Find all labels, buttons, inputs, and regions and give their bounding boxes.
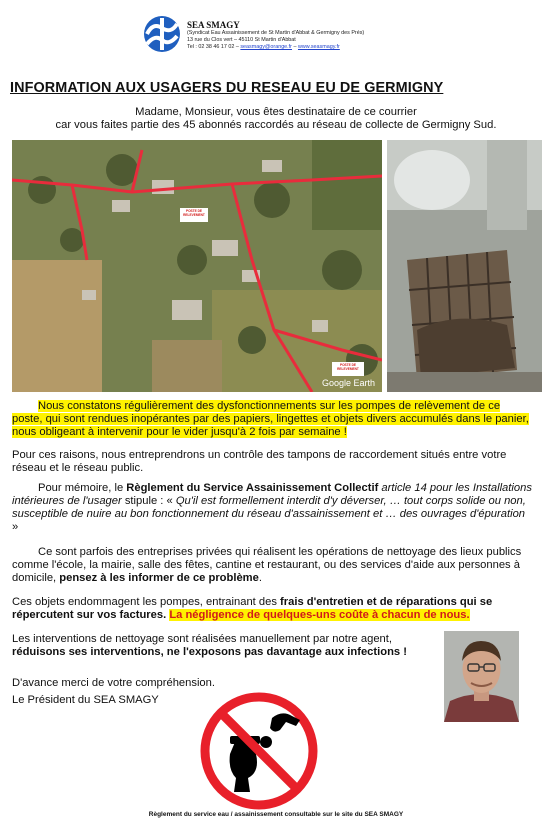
page-title: INFORMATION AUX USAGERS DU RESEAU EU DE GERMIGNY <box>10 80 444 96</box>
map-watermark: Google Earth <box>322 378 376 388</box>
agent-portrait-photo <box>444 631 519 722</box>
costs-bold: frais d'entretien et de réparations qui se répercutent sur vos factures. <box>12 596 493 621</box>
aerial-map-drawing <box>12 140 382 392</box>
cleaning-companies-text: Ce sont parfois des entreprises privées qui réalisent les opérations de nettoyage des lieux publics comme l'école, la mairie, salle des fêtes, cantine et restaurant, ou des services d'aide aux personnes à domicile, <box>12 546 522 584</box>
org-contact <box>187 44 477 51</box>
agent-text: Les interventions de nettoyage sont réalisées manuellement par notre agent, <box>12 633 392 645</box>
org-subtitle: (Syndicat Eau Assainissement de St Martin d'Abbat & Germigny des Prés) <box>187 30 365 36</box>
regulation-quote: Qu'il est formellement interdit d'y déverser, … tout corps solide ou non, susceptible de nuire au bon fonctionnement du réseau d'assainissement et … des ouvrages d'épuration <box>12 495 526 520</box>
regulation-quote-end: » <box>12 521 19 533</box>
org-email-link[interactable]: seasmagy@orange.fr <box>240 44 292 50</box>
costs-warning: La négligence de quelques-uns coûte à chacun de nous. <box>169 609 470 621</box>
cleaning-companies-end: . <box>258 572 262 584</box>
org-phone: Tel : 02 38 46 17 02 – <box>187 44 239 50</box>
intro-line-1: Madame, Monsieur, vous êtes destinataire de ce courrier <box>135 106 417 118</box>
intro-text <box>10 106 542 132</box>
cleaning-companies-call: pensez à les informer de ce problème <box>59 572 259 584</box>
basket-photo-drawing <box>387 140 542 392</box>
costs-text: Ces objets endommagent les pompes, entrainant des <box>12 596 281 608</box>
org-address: 13 rue du Clos vert – 45110 St Martin d'Abbat <box>187 37 296 43</box>
intro-line-2: car vous faites partie des 45 abonnés raccordés au réseau de collecte de Germigny Sud. <box>55 119 497 131</box>
org-name: SEA SMAGY <box>187 20 240 30</box>
contact-separator: – <box>293 44 297 50</box>
agent-call: réduisons ses interventions, ne l'exposons pas davantage aux infections ! <box>12 646 407 658</box>
regulation-intro: Pour mémoire, le <box>38 482 127 494</box>
regulation-stipule: stipule : « <box>121 495 176 507</box>
clogged-basket-photo <box>387 140 542 392</box>
org-website-link[interactable]: www.seasmagy.fr <box>297 44 340 50</box>
map-label-pumping-station-1: POSTE DE RELEVEMENT <box>183 209 205 217</box>
map-label-pumping-station-2: POSTE DE RELEVEMENT <box>337 363 359 371</box>
footer-note: Règlement du service eau / assainissement consultable sur le site du SEA SMAGY <box>148 811 404 818</box>
paragraph-control: Pour ces raisons, nous entreprendrons un contrôle des tampons de raccordement situés entre votre réseau et le réseau public. <box>12 449 507 474</box>
paragraph-regulation <box>12 482 532 534</box>
thanks-line: D'avance merci de votre compréhension. <box>12 677 215 689</box>
paragraph-cleaning-companies <box>12 546 532 585</box>
paragraph-malfunctions <box>12 400 532 439</box>
aerial-map-image <box>12 140 382 392</box>
regulation-article: article 14 pour les Installations intérieures de l'usager <box>12 482 532 507</box>
sea-smagy-logo-icon <box>143 14 181 54</box>
agent-portrait-drawing <box>444 631 519 722</box>
regulation-title: Règlement du Service Assainissement Collectif <box>126 482 379 494</box>
org-info <box>187 20 477 51</box>
letterhead <box>143 14 473 76</box>
no-throwing-in-toilet-sign-icon <box>200 692 318 810</box>
paragraph-costs <box>12 596 532 622</box>
highlighted-text-malfunctions: Nous constatons régulièrement des dysfonctionnements sur les pompes de relèvement de ce poste, qui sont rendues inopérantes par des papiers, lingettes et objets divers accumulés dans le panier, nous obligeant à intervenir pour le vider jusqu'à 2 fois par semaine ! <box>12 400 529 438</box>
paragraph-agent <box>12 633 442 659</box>
signature-line: Le Président du SEA SMAGY <box>12 694 159 706</box>
